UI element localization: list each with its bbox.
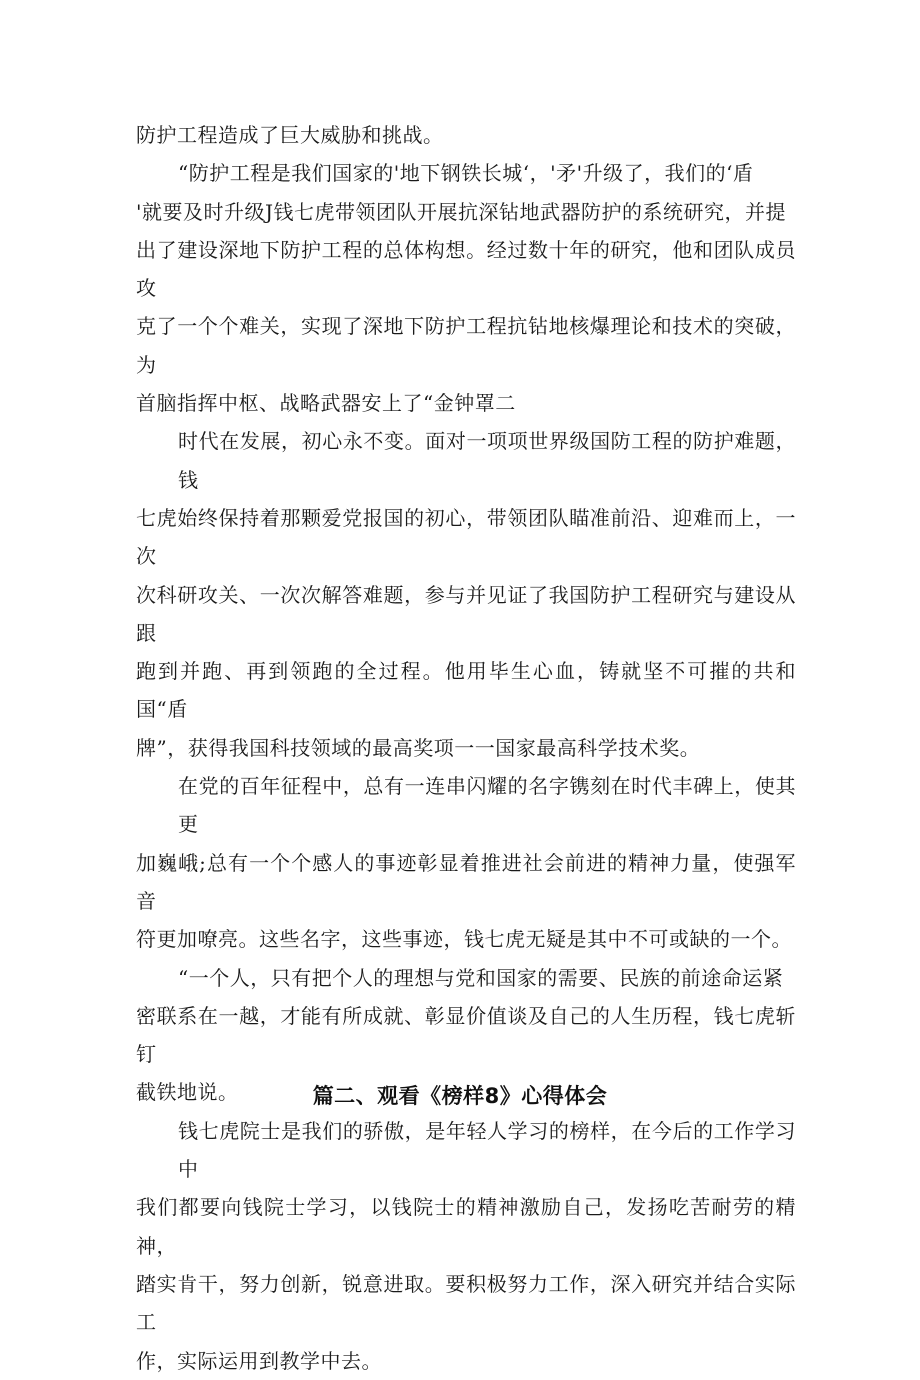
text-line: 作，实际运用到教学中去。 — [136, 1348, 382, 1373]
text-line: 克了一个个难关，实现了深地下防护工程抗钻地核爆理论和技术的突破，为 — [136, 314, 796, 377]
text-line: 踏实肯干，努力创新，锐意进取。要积极努力工作，深入研究并结合实际工 — [136, 1271, 796, 1335]
text-line: 防护工程造成了巨大威胁和挑战。 — [136, 123, 444, 147]
text-line: 钱七虎院士是我们的骄傲，是年轻人学习的榜样，在今后的工作学习中 — [178, 1118, 796, 1182]
text-line: 密联系在一越，才能有所成就、彰显价值谈及自己的人生历程，钱七虎斩钉 — [136, 1003, 796, 1067]
text-line: 出了建设深地下防护工程的总体构想。经过数十年的研究，他和团队成员攻 — [136, 237, 796, 301]
paragraph — [136, 1112, 796, 1380]
text-line: 牌”，获得我国科技领域的最高奖项一一国家最高科学技术奖。 — [136, 735, 701, 760]
text-line: 首脑指挥中枢、战略武器安上了“金钟罩二 — [136, 391, 516, 416]
text-line: “一个人，只有把个人的理想与党和国家的需要、民族的前途命运紧 — [178, 965, 784, 990]
text-line: '就要及时升级J钱七虎带领团队开展抗深钻地武器防护的系统研究，并提 — [136, 199, 787, 224]
paragraph — [136, 116, 796, 154]
text-line: 我们都要向钱院士学习，以钱院士的精神激励自己，发扬吃苦耐劳的精神， — [136, 1195, 796, 1258]
text-line: “防护工程是我们国家的'地下钢铁长城‘，'矛'升级了，我们的‘盾 — [178, 161, 754, 186]
paragraph — [136, 154, 796, 422]
text-line: 次科研攻关、一次次解答难题，参与并见证了我国防护工程研究与建设从跟 — [136, 582, 796, 645]
text-line: 时代在发展，初心永不变。面对一项项世界级国防工程的防护难题，钱 — [178, 429, 796, 492]
paragraph — [136, 767, 796, 958]
text-line: 截铁地说。 — [136, 1080, 239, 1105]
text-line: 七虎始终保持着那颗爱党报国的初心，带领团队瞄准前沿、迎难而上，一次 — [136, 505, 796, 569]
body-text — [136, 116, 796, 1380]
text-line: 符更加嘹亮。这些名字，这些事迹，钱七虎无疑是其中不可或缺的一个。 — [136, 927, 792, 952]
text-line: 跑到并跑、再到领跑的全过程。他用毕生心血，铸就坚不可摧的共和国“盾 — [136, 659, 796, 722]
text-line: 加巍峨;总有一个个感人的事迹彰显着推进社会前进的精神力量，使强军音 — [136, 850, 796, 913]
section-heading: 篇二、观看《榜样8》心得体会 — [312, 1084, 608, 1108]
paragraph — [136, 422, 796, 767]
text-line: 在党的百年征程中，总有一连串闪耀的名字镌刻在时代丰碑上，使其更 — [178, 774, 796, 837]
